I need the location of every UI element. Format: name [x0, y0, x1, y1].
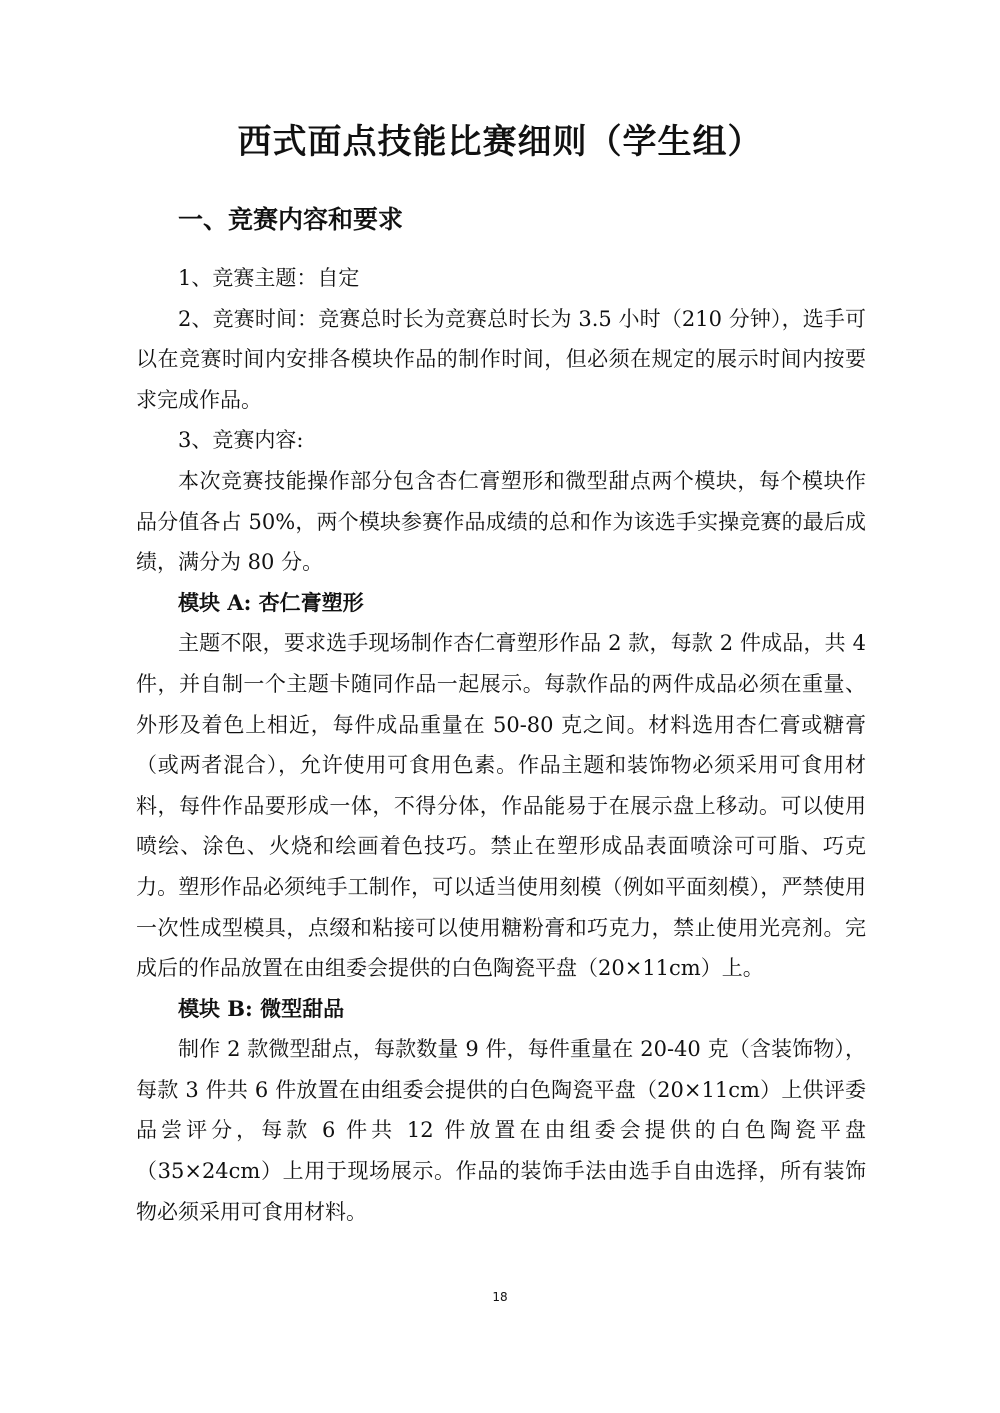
page-number: 18: [492, 1290, 508, 1304]
module-b-heading: 模块 B: 微型甜品: [178, 995, 345, 1021]
competition-content-intro: 本次竞赛技能操作部分包含杏仁膏塑形和微型甜点两个模块，每个模块作品分值各占 50%，两个模块参赛作品成绩的总和作为该选手实操竞赛的最后成绩，满分为 80 分。: [136, 468, 866, 575]
section-body: [136, 258, 866, 1232]
document-title: 西式面点技能比赛细则（学生组）: [237, 122, 763, 162]
competition-time: 2、竞赛时间：竞赛总时长为竞赛总时长为 3.5 小时（210 分钟），选手可以在竞赛时间内安排各模块作品的制作时间，但必须在规定的展示时间内按要求完成作品。: [136, 306, 866, 412]
competition-content-label: 3、竞赛内容:: [178, 428, 304, 453]
module-a-heading: 模块 A: 杏仁膏塑形: [178, 589, 364, 615]
section-heading: 一、竞赛内容和要求: [178, 205, 404, 234]
competition-theme: 1、竞赛主题：自定: [178, 266, 360, 290]
module-a-text: 主题不限，要求选手现场制作杏仁膏塑形作品 2 款，每款 2 件成品，共 4 件，并自制一个主题卡随同作品一起展示。每款作品的两件成品必须在重量、外形及着色上相近，每件成品重量在 50-80 克之间。材料选用杏仁膏或糖膏（或两者混合），允许使用可食用色素。作品主题和装饰物必须采用可食用材料，每件作品要形成一体，不得分体，作品能易于在展示盘上移动。可以使用喷绘、涂色、火烧和绘画着色技巧。禁止在塑形成品表面喷涂可可脂、巧克力。塑形作品必须纯手工制作，可以适当使用刻模（例如平面刻模），严禁使用一次性成型模具，点缀和粘接可以使用糖粉膏和巧克力，禁止使用光亮剂。完成后的作品放置在由组委会提供的白色陶瓷平盘（20×11cm）上。: [136, 631, 866, 981]
module-b-text: 制作 2 款微型甜点，每款数量 9 件，每件重量在 20-40 克（含装饰物），每款 3 件共 6 件放置在由组委会提供的白色陶瓷平盘（20×11cm）上供评委品尝评分，每款 6 件共 12 件放置在由组委会提供的白色陶瓷平盘（35×24cm）上用于现场展示。作品的装饰手法由选手自由选择，所有装饰物必须采用可食用材料。: [136, 1037, 866, 1224]
